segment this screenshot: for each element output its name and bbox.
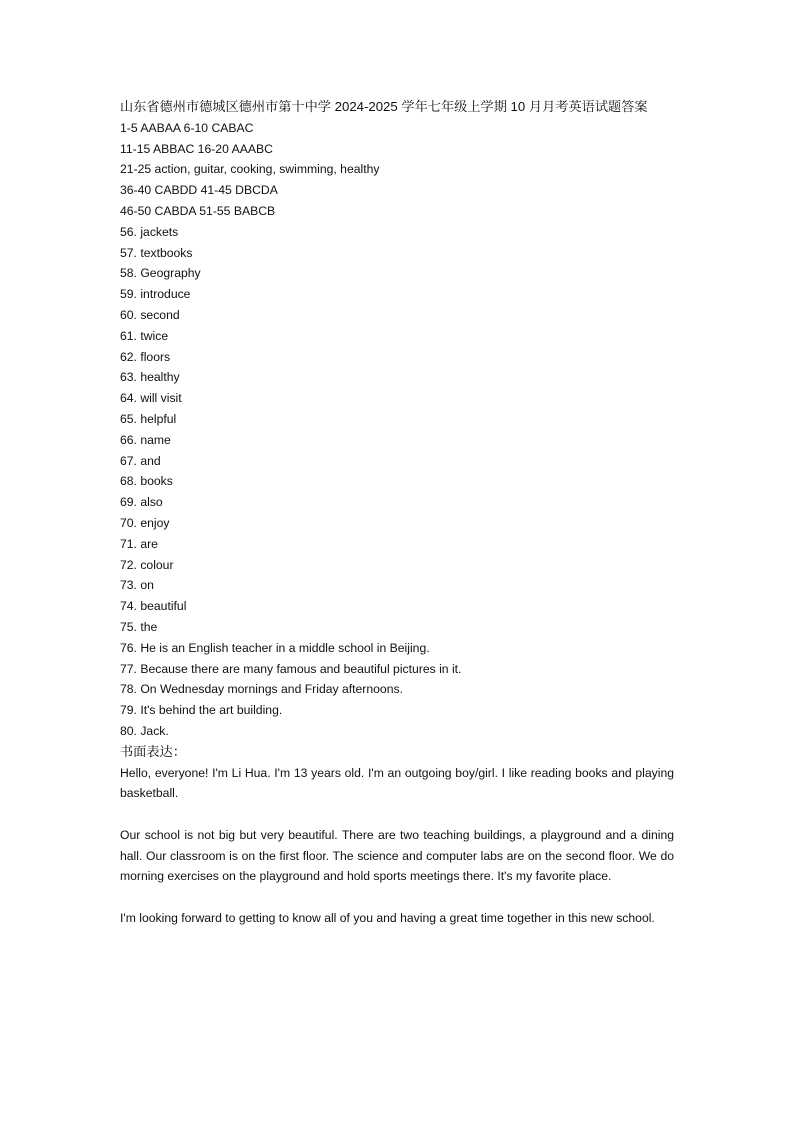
answer-line: 77. Because there are many famous and beautiful pictures in it. bbox=[120, 661, 462, 676]
essay-paragraph: I'm looking forward to getting to know all of you and having a great time together in this new school. bbox=[120, 911, 655, 926]
answer-line: 75. the bbox=[120, 619, 158, 634]
answer-line: 70. enjoy bbox=[120, 515, 170, 530]
answer-line: 46-50 CABDA 51-55 BABCB bbox=[120, 203, 276, 218]
answer-line: 66. name bbox=[120, 432, 171, 447]
answer-line: 72. colour bbox=[120, 557, 174, 572]
essay-heading: 书面表达： bbox=[120, 743, 186, 759]
answer-line: 63. healthy bbox=[120, 370, 180, 385]
answer-line: 11-15 ABBAC 16-20 AAABC bbox=[120, 141, 273, 156]
answer-line: 60. second bbox=[120, 307, 180, 322]
document-title: 山东省德州市德城区德州市第十中学 2024-2025 学年七年级上学期 10 月月考英语试题答案 bbox=[120, 99, 648, 114]
answer-line: 58. Geography bbox=[120, 266, 201, 281]
answer-list bbox=[120, 118, 674, 742]
answer-line: 1-5 AABAA 6-10 CABAC bbox=[120, 120, 254, 135]
essay-section bbox=[120, 763, 674, 929]
answer-line: 67. and bbox=[120, 453, 161, 468]
answer-line: 74. beautiful bbox=[120, 599, 187, 614]
answer-line: 61. twice bbox=[120, 328, 169, 343]
answer-line: 65. helpful bbox=[120, 411, 177, 426]
answer-line: 68. books bbox=[120, 474, 173, 489]
answer-line: 59. introduce bbox=[120, 287, 191, 302]
answer-sheet bbox=[120, 97, 674, 929]
answer-line: 36-40 CABDD 41-45 DBCDA bbox=[120, 183, 278, 198]
answer-line: 57. textbooks bbox=[120, 245, 193, 260]
answer-line: 56. jackets bbox=[120, 224, 179, 239]
essay-paragraph: Hello, everyone! I'm Li Hua. I'm 13 years old. I'm an outgoing boy/girl. I like reading books and playing basketball. bbox=[120, 765, 674, 801]
answer-line: 79. It's behind the art building. bbox=[120, 703, 283, 718]
answer-line: 21-25 action, guitar, cooking, swimming, healthy bbox=[120, 162, 380, 177]
essay-paragraph: Our school is not big but very beautiful. There are two teaching buildings, a playground and a dining hall. Our classroom is on the first floor. The science and computer labs are on the second floor. We do morning exercises on the playground and hold sports meetings there. It's my favorite place. bbox=[120, 827, 674, 884]
answer-line: 80. Jack. bbox=[120, 723, 169, 738]
answer-line: 78. On Wednesday mornings and Friday afternoons. bbox=[120, 682, 403, 697]
answer-line: 76. He is an English teacher in a middle school in Beijing. bbox=[120, 640, 430, 655]
answer-line: 71. are bbox=[120, 536, 158, 551]
answer-line: 69. also bbox=[120, 495, 163, 510]
answer-line: 64. will visit bbox=[120, 391, 182, 406]
answer-line: 62. floors bbox=[120, 349, 171, 364]
answer-line: 73. on bbox=[120, 578, 154, 593]
